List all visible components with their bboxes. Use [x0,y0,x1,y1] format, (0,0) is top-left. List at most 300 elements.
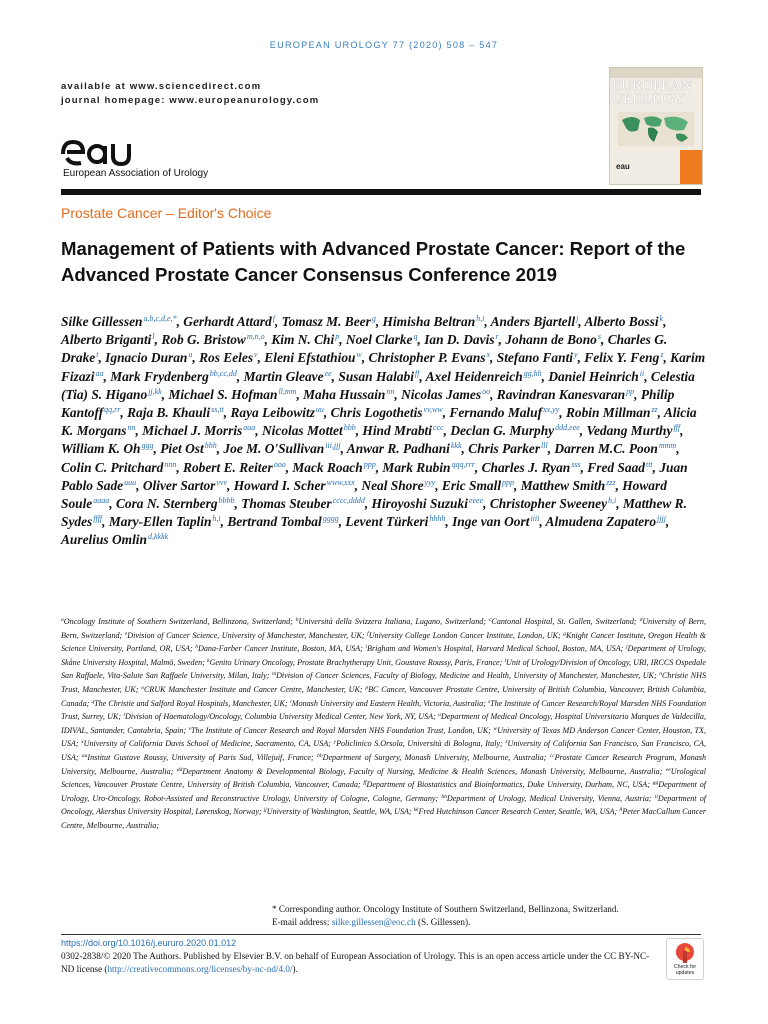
affiliation-text: Department of Urology, Skåne University Hospital, Malmö, Sweden; [61,644,706,667]
author-affiliation-ref[interactable]: k [659,314,664,323]
affiliation-text: Università della Svizzera Italiana, Lugano, Switzerland; [298,617,486,626]
author [566,405,658,420]
affiliation-text: Policlinico S.Orsola, Università di Bologna, Italy; [336,739,503,749]
author-name: Raya Leibowitz [230,405,315,421]
affiliation-marker: q [91,698,95,705]
author-affiliation-ref[interactable]: ddd,eee [555,423,580,433]
author [521,478,616,493]
author-name: Vedang Murthy [586,423,673,439]
author-affiliation-ref[interactable]: u [188,350,193,360]
affiliation-text: Department of Biostatistics and Bioinformatics, Duke University, Durham, NC, USA; [366,780,650,790]
affiliation-text: Department of Oncology, Akershus University Hospital, Lørenskog, Norway; [61,793,706,817]
affiliation [125,631,365,640]
author-affiliation-ref[interactable]: xx,yy [543,405,560,415]
affiliation-marker: e [124,630,128,637]
author-affiliation-ref[interactable]: ccc [432,423,444,433]
author-name: Almudena Zapatero [545,514,657,530]
journal-availability [61,80,319,108]
association-name: European Association of Urology [63,168,209,179]
affiliation [207,658,502,667]
author-name: Piet Ost [160,441,204,457]
author-affiliation-ref[interactable]: sss [571,459,581,469]
author-affiliation-ref[interactable]: bb,cc,dd [209,368,237,378]
author-name: Nicolas James [401,386,482,402]
author [199,350,258,365]
author-name: Cora N. Sternberg [115,496,218,512]
author [450,423,579,438]
author [383,314,485,329]
affiliation-marker: f [367,630,369,637]
author-affiliation-ref[interactable]: qqq,rrr [451,459,475,469]
author-name: Matthew Smith [520,477,606,493]
author-affiliation-ref[interactable]: nn [386,386,395,396]
cover-top-band [610,68,702,78]
author [338,369,419,384]
author-name: Anwar R. Padhani [346,441,450,457]
affiliation-marker: p [365,684,369,691]
author-name: Joe M. O'Sullivan [223,441,325,457]
author-name: Anders Bjartell [490,314,576,329]
author [554,441,676,456]
author-list: Silke Gillessen$^{a,b,c,d,e,*}$, Gerhardt Attard$^f$, Tomasz M. Beer$^g$, Himisha Beltran$^{h,i}$, Anders Bjartell$^j$, Alberto Bossi$^k$, Alberto Briganti$^l$, Rob G. Bristow$^{m,n,o}$, Kim N. Chi$^p$, Noel Clarke$^q$, Ian D. Davis$^r$, Johann de Bono$^s$, Charles G. Drake$^t$, Ignacio Duran$^u$, Ros Eeles$^v$, Eleni Efstathiou$^w$, Christopher P. Evans$^x$, Stefano Fanti$^y$, Felix Y. Feng$^z$, Karim Fizazi$^{aa}$, Mark Frydenberg$^{bb,cc,dd}$, Martin Gleave$^{ee}$, Susan Halabi$^{ff}$, Axel Heidenreich$^{gg,hh}$, Daniel Heinrich$^{ii}$, Celestia (Tia) S. Higano$^{jj,kk}$, Michael S. Hofman$^{ll,mm}$, Maha Hussain$^{nn}$, Nicolas James$^{oo}$, Ravindran Kanesvaran$^{pp}$, Philip Kantoff$^{qq,rr}$, Raja B. Khauli$^{ss,tt}$, Raya Leibowitz$^{uu}$, Chris Logothetis$^{vv,ww}$, Fernando Maluf$^{xx,yy}$, Robin Millman$^{zz}$, Alicia K. Morgans$^{nn}$, Michael J. Morris$^{aaa}$, Nicolas Mottet$^{bbb}$, Hind Mrabti$^{ccc}$, Declan G. Murphy$^{ddd,eee}$, Vedang Murthy$^{fff}$, William K. $Oh^{ggg}$, Piet Ost$^{hhh}$, Joe M. O'Sullivan$^{iii,jjj}$, Anwar R. Padhani$^{kkk}$, Chris Parker$^{lll}$, Darren M.C. Poon$^{mmm}$, Colin C. Pritchard$^{nnn}$, Robert E. Reiter$^{ooo}$, Mack Roach$^{ppp}$, Mark Rubin$^{qqq,rrr}$, Charles J. Ryan$^{sss}$, Fred Saad$^{ttt}$, Juan Pablo Sade$^{uuu}$, Oliver Sartor$^{vvv}$, Howard I. Scher$^{www,xxx}$, Neal Shore$^{yyy}$, Eric Small$^{ppp}$, Matthew Smith$^{zzz}$, Howard Soule$^{aaaa}$, Cora N. Sternberg$^{bbbb}$, Thomas Steuber$^{cccc,dddd}$, Hiroyoshi Suzuki$^{eeee}$, Christopher Sweeney$^{h,i}$, Matthew R. Sydes$^{ffff}$, Mary-Ellen Taplin$^{h,i}$, Bertrand Tombal$^{gggg}$, Levent Türkeri$^{hhhh}$, Inge van Oort$^{iiii}$, Almudena Zapatero$^{jjjj}$, Aurelius Omlin$^{d,kkkk}$ [61,314,706,548]
author [449,405,559,420]
author-affiliation-ref[interactable]: jjjj [657,514,666,524]
journal-cover-thumbnail[interactable] [609,67,703,185]
author [61,441,154,456]
email-suffix: (S. Gillessen). [415,917,471,927]
affiliation-text: University of Bern, Bern, Switzerland; [61,617,706,640]
affiliation-marker: i [365,644,368,651]
author-affiliation-ref[interactable]: h,i [476,314,485,323]
author-name: Raja B. Khauli [127,405,211,421]
author-affiliation-ref[interactable]: z [660,350,664,360]
author [234,478,355,493]
author-name: Kim N. Chi [271,332,335,348]
author-affiliation-ref[interactable]: ooo [273,459,286,469]
author [230,405,323,420]
author [346,332,418,347]
author [505,332,601,347]
author-affiliation-ref[interactable]: uu [315,405,324,415]
affiliation-marker: c [488,617,492,623]
affiliation-marker: m [272,671,277,678]
author-name: William K. Oh [61,441,141,457]
author [223,441,340,456]
author-affiliation-ref[interactable]: kkk [450,441,462,451]
affiliation-marker: ee [665,766,671,773]
author [347,441,462,456]
corresponding-author: * Corresponding author. Oncology Institute of Southern Switzerland, Bellinzona, Switzerland. [272,904,619,914]
affiliation-text: CRUK Manchester Institute and Cancer Centre, Manchester, UK; [143,684,363,694]
cover-eau-mark: eau [616,162,630,171]
author [61,460,176,475]
author-affiliation-ref[interactable]: h,i [212,514,221,524]
author [61,532,168,547]
author [127,405,224,420]
author-affiliation-ref[interactable]: zzz [606,477,616,487]
author-affiliation-ref[interactable]: hhhh [429,514,446,524]
affiliation-text: University College London Cancer Institute, London, UK; [368,630,561,640]
affiliation-marker: ii [654,793,658,800]
author-name: Daniel Heinrich [548,368,639,384]
author [482,460,581,475]
available-at-line[interactable]: available at www.sciencedirect.com [61,81,262,92]
author-name: Robin Millman [565,405,651,421]
author-name: Alicia K. Morgans [61,405,697,439]
affiliation-text: Fred Hutchinson Cancer Research Center, Seattle, WA, USA; [418,807,618,817]
affiliation-marker: bb [317,752,323,759]
affiliation-text: The Institute of Cancer Research and Royal Marsden NHS Foundation Trust, London, UK; [191,725,491,735]
affiliation-marker: hh [441,793,447,800]
check-for-updates-button[interactable] [666,938,704,980]
author-affiliation-ref[interactable]: v [254,350,258,360]
author [116,496,235,511]
author [452,514,539,529]
author-name: Aurelius Omlin [61,532,147,548]
author-name: Robert E. Reiter [183,459,273,475]
cover-title-line-2: UROLOGY [612,91,686,107]
article-category: Prostate Cancer – Editor's Choice [61,205,272,221]
journal-homepage-line[interactable]: journal homepage: www.europeanurology.com [61,95,320,106]
affiliation-text: Christie NHS Trust, Manchester, UK; [61,671,706,694]
affiliation [272,671,657,680]
author-affiliation-ref[interactable]: gg,hh [523,368,542,378]
author-name: Thomas Steuber [241,496,332,512]
author [491,314,579,329]
author-name: Noel Clarke [345,332,413,348]
author-name: Stefano Fanti [496,350,574,366]
author-affiliation-ref[interactable]: s [597,332,601,342]
affiliation [91,699,287,708]
author [61,314,177,329]
affiliation-marker: aa [81,752,88,759]
footer-divider [61,934,701,935]
author-affiliation-ref[interactable]: w [356,350,362,360]
author-affiliation-ref[interactable]: l [152,332,155,342]
author-name: Philip Kantoff [61,386,675,421]
author-name: Chris Parker [468,441,541,457]
author [160,441,217,456]
author-name: Alberto Bossi [584,314,659,329]
affiliation [123,712,435,721]
affiliation-text: Division of Cancer Science, University of Manchester, Manchester, UK; [127,630,365,640]
affiliation-marker: ll [619,807,623,814]
affiliation-marker: t [123,712,125,719]
author-affiliation-ref[interactable]: lll [541,441,548,451]
author [271,332,339,347]
author-affiliation-ref[interactable]: fff [673,423,681,433]
author-affiliation-ref[interactable]: gggg [322,514,339,524]
author [585,314,664,329]
affiliation-marker: w [493,725,498,732]
check-updates-icon [674,941,696,965]
author [168,387,296,402]
affiliation-text: Department of Urology, Medical University, Vienna, Austria; [446,793,652,803]
affiliation-marker: n [659,671,663,678]
author [331,405,443,420]
author-name: Juan Pablo Sade [61,459,688,493]
author [401,387,490,402]
author-affiliation-ref[interactable]: d,kkkk [147,532,169,542]
author-name: Oliver Sartor [142,477,216,493]
author-name: Mary-Ellen Taplin [108,514,212,530]
author-name: Mack Roach [292,459,363,475]
author-affiliation-ref[interactable]: mmm [658,441,677,451]
affiliation-marker: ff [363,780,367,787]
affiliation-marker: z [505,739,508,746]
author-affiliation-ref[interactable]: q [413,332,418,342]
affiliation-text: Department of Medical Oncology, Hospital Universitario Marques de Valdecilla, IDIVAL, Santander, Cantabria, Spain; [61,712,707,735]
author-affiliation-ref[interactable]: oo [482,386,491,396]
author-affiliation-ref[interactable]: www,xxx [326,477,355,487]
affiliation-marker: a [61,617,64,623]
author-name: Johann de Bono [505,332,597,348]
author-affiliation-ref[interactable]: cccc,dddd [332,496,365,506]
author-affiliation-ref[interactable]: x [486,350,491,360]
affiliation-text: Unit of Urology/Division of Oncology, URI, IRCCS Ospedale San Raffaele, Vita-Salute San Raffaele University, Milan, Italy; [61,657,706,681]
affiliation-text: Institut Gustave Roussy, University of Paris Sud, Villejuif, France; [87,752,314,762]
affiliation-marker: dd [176,766,183,773]
author-name: Chris Logothetis [330,405,423,421]
author [548,369,644,384]
author-name: Colin C. Pritchard [61,459,164,475]
affiliation-text: Peter MacCallum Cancer Centre, Melbourne, Australia; [61,807,706,830]
author-affiliation-ref[interactable]: g [371,314,376,323]
affiliation [81,739,331,748]
affiliation-text: Genito Urinary Oncology, Prostate Brachytherapy Unit, Goustave Roussy, Paris, France; [209,657,503,667]
affiliation-marker: k [207,657,210,664]
author-name: Nicolas Mottet [261,423,343,439]
author-affiliation-ref[interactable]: aaa [243,423,256,433]
author [61,332,155,347]
author [369,350,491,365]
author-affiliation-ref[interactable]: bbbb [218,496,235,506]
author-affiliation-ref[interactable]: jj,kk [148,386,162,396]
author-affiliation-ref[interactable]: ll,mm [278,386,297,396]
cover-title-line-1: EUROPEAN [612,78,693,94]
author-affiliation-ref[interactable]: nnn [164,459,177,469]
affiliation-marker: v [188,725,192,732]
correspondence-note [272,903,619,929]
author-affiliation-ref[interactable]: f [272,314,275,323]
author-name: Christopher P. Evans [368,350,486,366]
author-name: Martin Gleave [243,368,324,384]
author-name: Michael J. Morris [142,423,243,439]
email-label: E-mail address: [272,917,332,927]
affiliation-marker: d [639,617,643,623]
author-name: Ravindran Kanesvaran [496,386,626,402]
author-affiliation-ref[interactable]: nn [127,423,136,433]
author-affiliation-ref[interactable]: vv,ww [423,405,443,415]
author-name: Charles J. Ryan [481,459,571,475]
affiliation [441,794,651,803]
author [546,514,666,529]
author [183,460,286,475]
author-affiliation-ref[interactable]: hhh [204,441,217,451]
affiliation-marker: gg [652,780,659,787]
author-affiliation-ref[interactable]: a,b,c,d,e,* [143,314,177,323]
affiliation-text: University of Texas MD Anderson Cancer Center, Houston, TX, USA; [61,725,707,749]
author [468,441,547,456]
author-name: Himisha Beltran [382,314,476,329]
author [426,369,542,384]
author [303,387,394,402]
author-affiliation-ref[interactable]: iii,jjj [325,441,341,451]
author [442,478,514,493]
author-affiliation-ref[interactable]: ppp [502,477,515,487]
affiliation [264,807,412,816]
author-name: Ignacio Duran [105,350,188,366]
eau-logo-icon [61,138,133,168]
affiliation [189,726,491,735]
author-name: Mark Frydenberg [110,368,209,384]
author-name: Ian D. Davis [424,332,495,348]
author-name: Charles G. Drake [61,332,668,366]
author-name: Gerhardt Attard [183,314,272,329]
affiliation [367,631,561,640]
author [161,332,264,347]
author-affiliation-ref[interactable]: ee [324,368,332,378]
author-name: Hind Mrabti [362,423,432,439]
journal-running-header: EUROPEAN UROLOGY 77 (2020) 508 – 547 [269,40,499,50]
author [262,423,356,438]
affiliation [317,753,546,762]
affiliation-text: BC Cancer, Vancouver Prostate Centre, University of British Columbia, Vancouver, British Columbia, Canada; [61,684,706,708]
author-affiliation-ref[interactable]: t [96,350,99,360]
author-name: Darren M.C. Poon [554,441,658,457]
author-affiliation-ref[interactable]: ss,tt [211,405,224,415]
author-affiliation-ref[interactable]: zz [651,405,658,415]
affiliation-text: The Christie and Salford Royal Hospitals, Manchester, UK; [94,698,288,708]
license-link[interactable]: http://creativecommons.org/licenses/by-nc-nd/4.0/ [107,963,293,974]
author-name: Susan Halabi [338,368,414,384]
author [587,460,652,475]
author-affiliation-ref[interactable]: ff [414,368,420,378]
author-affiliation-ref[interactable]: ggg [141,441,154,451]
affiliation-marker: l [504,657,507,664]
affiliation-text: Department Anatomy & Developmental Biology, Faculty of Nursing, Medicine & Health Sciences, Monash University, Melbourne, Australia; [182,766,663,776]
affiliation [363,780,650,789]
doi-link[interactable]: https://doi.org/10.1016/j.eururo.2020.01.012 [61,938,237,948]
affiliation [290,699,486,708]
affiliation-marker: jj [263,807,267,814]
author [241,496,365,511]
author-name: Inge van Oort [452,514,530,530]
affiliation [177,767,663,776]
header-divider [61,189,701,195]
affiliation [82,753,314,762]
affiliation-text: Oncology Institute of Southern Switzerland, Bellinzona, Switzerland; [63,617,293,626]
affiliation-text: Department of Surgery, Monash University, Melbourne, Australia; [322,752,547,762]
author [264,350,362,365]
author-affiliation-ref[interactable]: yyy [424,477,436,487]
author [587,423,681,438]
author-affiliation-ref[interactable]: ii [639,368,645,378]
author [292,460,375,475]
author-affiliation-ref[interactable]: bbb [343,423,356,433]
author-name: Tomasz M. Beer [281,314,371,329]
author-affiliation-ref[interactable]: ffff [93,514,103,524]
affiliation-marker: y [333,739,337,746]
license-statement [61,950,661,975]
author-name: Eleni Efstathiou [264,350,356,366]
author-affiliation-ref[interactable]: eeee [468,496,484,506]
author-affiliation-ref[interactable]: m,n,o [246,332,265,342]
author-name: Neal Shore [361,477,424,493]
author [584,350,663,365]
author-affiliation-ref[interactable]: vvv [216,477,228,487]
affiliation [366,644,624,653]
author-affiliation-ref[interactable]: qq,rr [104,405,121,415]
author-name: Ros Eeles [199,350,254,366]
author-affiliation-ref[interactable]: iiii [530,514,540,524]
affiliation [414,807,617,816]
cover-orange-badge [680,150,702,184]
author-affiliation-ref[interactable]: uuu [124,477,137,487]
author [227,514,338,529]
author-affiliation-ref[interactable]: j [576,314,579,323]
author [497,350,578,365]
affiliation [141,685,362,694]
affiliation-text: Monash University and Eastern Health, Victoria, Australia; [291,698,486,708]
author [372,496,484,511]
affiliation-marker: kk [413,807,419,814]
author-name: Matthew R. Sydes [61,496,687,530]
author-affiliation-ref[interactable]: ppp [363,459,376,469]
author-affiliation-ref[interactable]: pp [626,386,635,396]
affiliation-marker: x [81,739,84,746]
author [362,423,443,438]
author-name: Howard I. Scher [233,477,326,493]
affiliation-marker: u [438,712,441,719]
author-affiliation-ref[interactable]: h,i [608,496,617,506]
author-name: Alberto Briganti [61,332,152,348]
author-name: Axel Heidenreich [425,368,523,384]
author [361,478,435,493]
author [490,496,616,511]
author-affiliation-ref[interactable]: aaaa [93,496,110,506]
check-updates-label: Check for updates [673,964,697,976]
author-affiliation-ref[interactable]: p [335,332,340,342]
affiliation-text: Department of Urology, Uro-Oncology, Robot-Assisted and Reconstructive Urology, University of Cologne, Cologne, Germany; [61,780,706,803]
author-affiliation-ref[interactable]: aa [95,368,104,378]
world-map-icon [618,112,694,146]
affiliation [195,644,363,653]
author-name: Fred Saad [587,459,645,475]
license-text: 0302-2838/© 2020 The Authors. Published by Elsevier B.V. on behalf of European Association of Urology. This is an open access article under the CC BY-NC-ND license ( [61,951,650,974]
author [109,514,221,529]
author [282,314,376,329]
author-name: Celestia (Tia) S. Higano [61,368,695,402]
affiliation-marker: h [195,644,199,651]
author-affiliation-ref[interactable]: ttt [645,459,653,469]
affiliation-text: Division of Haematology/Oncology, Columbia University Medical Center, New York, NY, USA; [124,712,436,722]
article-title: Management of Patients with Advanced Prostate Cancer: Report of the Advanced Prostate Cancer Consensus Conference 2019 [61,238,686,285]
author-name: Fernando Maluf [449,405,543,421]
author [244,369,332,384]
email-link[interactable]: silke.gillessen@eoc.ch [331,917,416,927]
affiliation-marker: b [295,617,299,623]
author-affiliation-ref[interactable]: y [574,350,578,360]
author-name: Michael S. Hofman [168,386,278,402]
author-name: Eric Small [441,477,502,493]
author [143,478,227,493]
author-affiliation-ref[interactable]: r [495,332,499,342]
cover-title [612,78,693,107]
affiliation [334,739,503,748]
affiliation-marker: cc [549,752,555,759]
affiliation-text: University of California Davis School of Medicine, Sacramento, CA, USA; [83,739,331,749]
